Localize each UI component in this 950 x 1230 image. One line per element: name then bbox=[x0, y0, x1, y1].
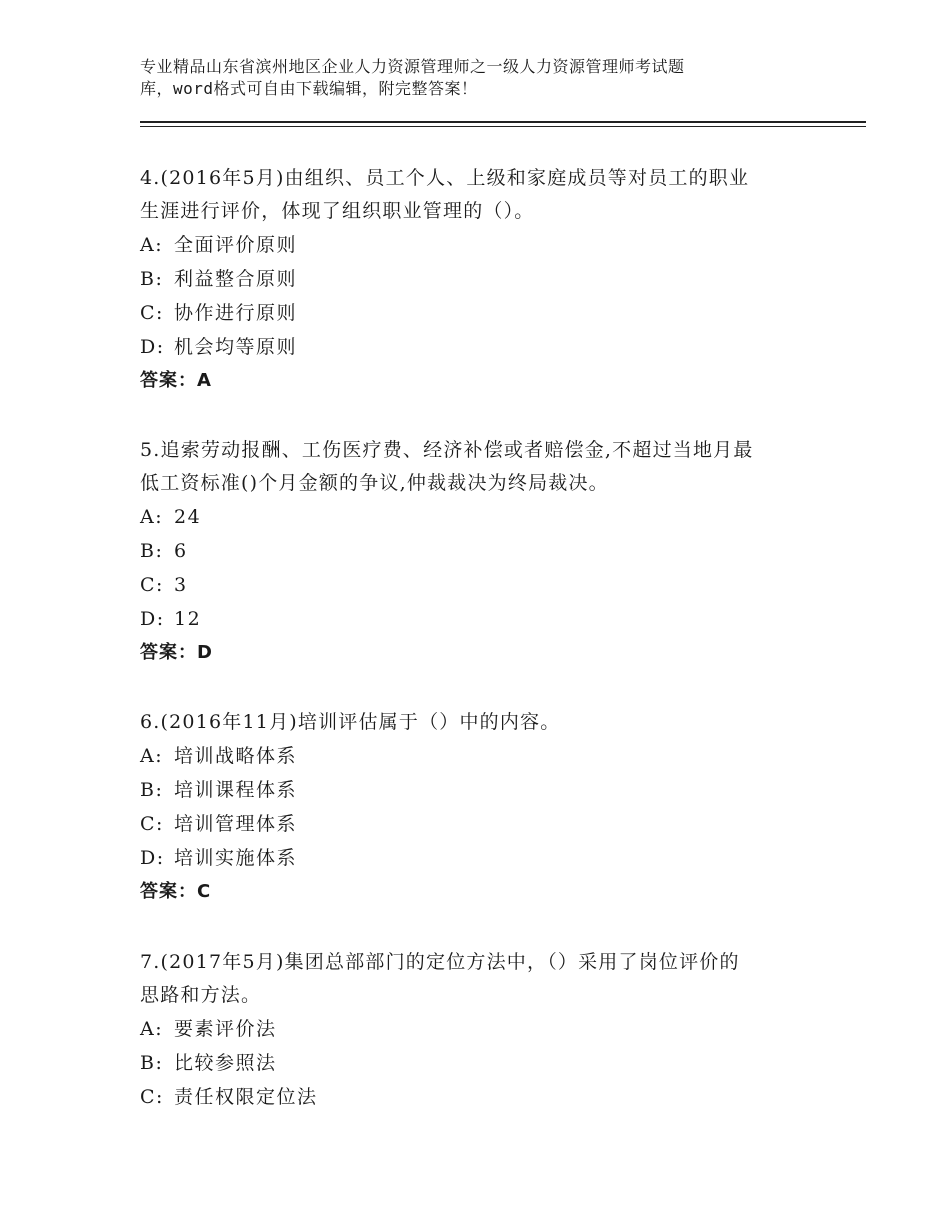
option-key: B: bbox=[140, 268, 164, 290]
option-c bbox=[140, 807, 820, 841]
stem-line: 低工资标准()个月金额的争议,仲裁裁决为终局裁决。 bbox=[140, 472, 609, 494]
option-d bbox=[140, 602, 820, 636]
option-key: B: bbox=[140, 540, 164, 562]
header-line-1: 专业精品山东省滨州地区企业人力资源管理师之一级人力资源管理师考试题 bbox=[140, 57, 685, 76]
option-text: 协作进行原则 bbox=[174, 302, 298, 324]
option-key: C: bbox=[140, 1086, 164, 1108]
option-text: 比较参照法 bbox=[174, 1052, 277, 1074]
option-key: B: bbox=[140, 779, 164, 801]
option-text: 机会均等原则 bbox=[174, 336, 298, 358]
question-4 bbox=[140, 162, 820, 398]
option-key: D: bbox=[140, 847, 165, 869]
option-key: D: bbox=[140, 336, 165, 358]
option-b bbox=[140, 1046, 820, 1080]
option-key: C: bbox=[140, 813, 164, 835]
option-key: B: bbox=[140, 1052, 164, 1074]
header-divider-thick bbox=[140, 121, 866, 123]
question-stem bbox=[140, 946, 820, 1012]
option-a bbox=[140, 500, 820, 534]
answer-line: 答案：D bbox=[140, 642, 213, 663]
option-c bbox=[140, 296, 820, 330]
option-key: C: bbox=[140, 574, 164, 596]
stem-line: 5.追索劳动报酬、工伤医疗费、经济补偿或者赔偿金,不超过当地月最 bbox=[140, 439, 754, 461]
option-text: 3 bbox=[174, 574, 188, 596]
answer-line: 答案：C bbox=[140, 881, 212, 902]
option-d bbox=[140, 330, 820, 364]
option-b bbox=[140, 262, 820, 296]
option-key: A: bbox=[140, 745, 164, 767]
stem-line: 思路和方法。 bbox=[140, 984, 262, 1006]
option-key: D: bbox=[140, 608, 165, 630]
option-c bbox=[140, 568, 820, 602]
option-key: A: bbox=[140, 1018, 164, 1040]
option-a bbox=[140, 1012, 820, 1046]
stem-line: 4.(2016年5月)由组织、员工个人、上级和家庭成员等对员工的职业 bbox=[140, 167, 750, 189]
stem-line: 7.(2017年5月)集团总部部门的定位方法中，（）采用了岗位评价的 bbox=[140, 951, 740, 973]
option-b bbox=[140, 534, 820, 568]
option-text: 12 bbox=[174, 608, 202, 630]
option-key: A: bbox=[140, 506, 164, 528]
option-text: 6 bbox=[174, 540, 188, 562]
option-d bbox=[140, 841, 820, 875]
question-7 bbox=[140, 946, 820, 1114]
question-stem bbox=[140, 434, 820, 500]
option-text: 培训课程体系 bbox=[174, 779, 298, 801]
question-stem bbox=[140, 162, 820, 228]
option-c bbox=[140, 1080, 820, 1114]
question-6 bbox=[140, 706, 820, 909]
question-stem bbox=[140, 706, 820, 739]
option-text: 培训战略体系 bbox=[174, 745, 298, 767]
option-key: C: bbox=[140, 302, 164, 324]
option-b bbox=[140, 773, 820, 807]
option-text: 责任权限定位法 bbox=[174, 1086, 318, 1108]
option-text: 要素评价法 bbox=[174, 1018, 277, 1040]
option-text: 24 bbox=[174, 506, 202, 528]
option-text: 全面评价原则 bbox=[174, 234, 298, 256]
stem-line: 6.(2016年11月)培训评估属于（）中的内容。 bbox=[140, 711, 561, 733]
answer-line: 答案：A bbox=[140, 370, 212, 391]
stem-line: 生涯进行评价，体现了组织职业管理的（）。 bbox=[140, 200, 535, 222]
option-text: 培训实施体系 bbox=[174, 847, 298, 869]
option-text: 利益整合原则 bbox=[174, 268, 298, 290]
question-5 bbox=[140, 434, 820, 670]
option-text: 培训管理体系 bbox=[174, 813, 298, 835]
document-header bbox=[140, 56, 780, 100]
option-a bbox=[140, 739, 820, 773]
option-key: A: bbox=[140, 234, 164, 256]
option-a bbox=[140, 228, 820, 262]
header-line-2: 库，word格式可自由下载编辑，附完整答案！ bbox=[140, 79, 478, 98]
header-divider-thin bbox=[140, 126, 866, 127]
